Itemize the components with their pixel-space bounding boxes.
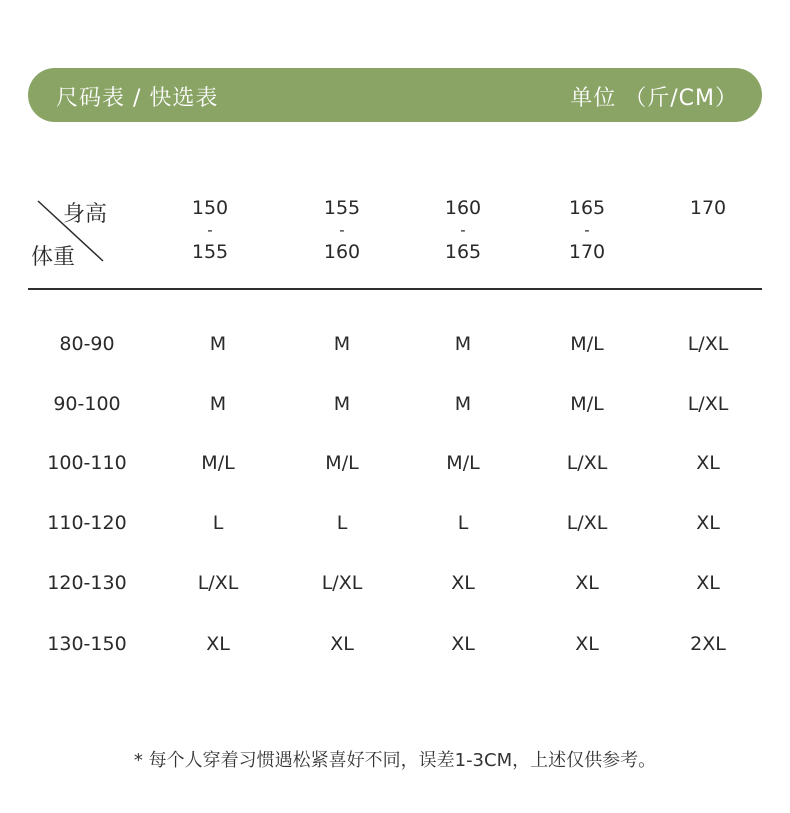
height-dash: - [339,221,345,239]
weight-cell: 130-150 [47,633,127,655]
height-column-header [165,197,255,263]
size-cell: XL [696,572,720,594]
footnote: * 每个人穿着习惯遇松紧喜好不同，误差1-3CM，上述仅供参考。 [133,750,657,771]
height-top: 170 [689,197,727,219]
size-cell: M/L [570,333,604,355]
header-divider [28,288,762,290]
size-cell: XL [696,452,720,474]
table-row [0,572,790,602]
weight-cell: 120-130 [47,572,127,594]
height-column-header [297,197,387,263]
table-row [0,333,790,363]
size-cell: XL [575,633,599,655]
height-top: 155 [323,197,361,219]
size-cell: L [457,512,469,534]
size-cell: L/XL [566,512,608,534]
corner-weight-label: 体重 [31,245,76,270]
height-top: 150 [191,197,229,219]
table-row [0,452,790,482]
table-row [0,512,790,542]
size-cell: M/L [201,452,235,474]
height-column-header [663,197,753,219]
height-dash: - [460,221,466,239]
size-cell: L [212,512,224,534]
height-top: 160 [444,197,482,219]
table-row [0,633,790,663]
size-cell: XL [330,633,354,655]
size-cell: M [333,333,351,355]
height-bottom: 165 [444,241,482,263]
size-cell: M [454,393,472,415]
size-cell: L/XL [197,572,239,594]
weight-cell: 110-120 [47,512,127,534]
height-dash: - [207,221,213,239]
size-cell: 2XL [690,633,726,655]
corner-height-label: 身高 [63,202,108,227]
size-cell: M [454,333,472,355]
size-cell: M [333,393,351,415]
size-cell: L/XL [687,333,729,355]
size-cell: L/XL [566,452,608,474]
size-cell: L/XL [687,393,729,415]
size-cell: L [336,512,348,534]
size-cell: L/XL [321,572,363,594]
weight-cell: 90-100 [53,393,121,415]
size-cell: M/L [446,452,480,474]
size-cell: M/L [325,452,359,474]
size-cell: XL [696,512,720,534]
height-bottom: 155 [191,241,229,263]
size-cell: M [209,393,227,415]
height-top: 165 [568,197,606,219]
height-dash: - [584,221,590,239]
size-cell: XL [451,633,475,655]
height-bottom: 160 [323,241,361,263]
table-row [0,393,790,423]
weight-cell: 100-110 [47,452,127,474]
weight-cell: 80-90 [59,333,115,355]
size-cell: XL [206,633,230,655]
size-cell: XL [451,572,475,594]
size-cell: M [209,333,227,355]
height-column-header [418,197,508,263]
height-bottom: 170 [568,241,606,263]
height-column-header [542,197,632,263]
chart-title: 尺码表 / 快选表 [56,86,219,111]
unit-label: 单位 （斤/CM） [570,86,738,111]
size-cell: XL [575,572,599,594]
corner-header-cell [28,195,108,270]
header-banner [28,68,762,122]
size-cell: M/L [570,393,604,415]
